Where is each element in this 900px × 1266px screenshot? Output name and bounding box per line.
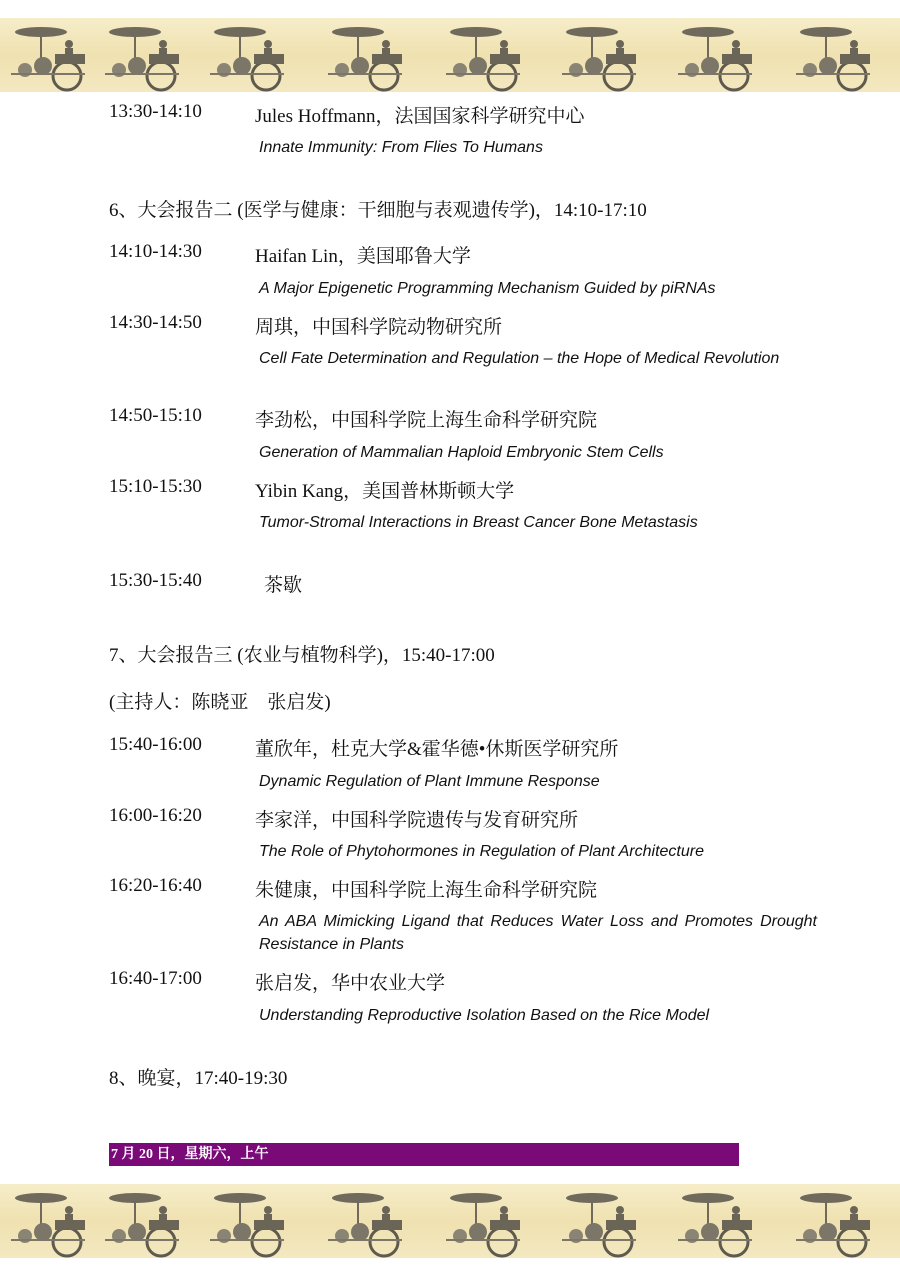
break-time: 15:30-15:40: [109, 570, 202, 591]
talk-time: 14:30-14:50: [109, 312, 202, 333]
session-hosts: (主持人：陈晓亚 张启发): [109, 692, 331, 713]
day-header-band: 7 月 20 日，星期六，上午: [109, 1143, 739, 1166]
talk-time: 15:40-16:00: [109, 734, 202, 755]
talk-speaker: Haifan Lin，美国耶鲁大学: [255, 246, 471, 267]
section-heading: 8、晚宴，17:40-19:30: [109, 1068, 288, 1089]
talk-title: Understanding Reproductive Isolation Based on the Rice Model: [259, 1007, 710, 1024]
talk-speaker: 李劲松，中国科学院上海生命科学研究院: [255, 410, 598, 431]
break-label: 茶歇: [264, 575, 303, 596]
section-heading: 7、大会报告三 (农业与植物科学)，15:40-17:00: [109, 645, 495, 666]
talk-time: 15:10-15:30: [109, 476, 202, 497]
talk-speaker: Yibin Kang，美国普林斯顿大学: [255, 481, 515, 502]
talk-title: The Role of Phytohormones in Regulation of Plant Architecture: [259, 843, 704, 860]
talk-speaker: 李家洋，中国科学院遗传与发育研究所: [255, 810, 579, 831]
chariot-frieze-icon: [0, 18, 900, 92]
talk-speaker: 董欣年，杜克大学&霍华德•休斯医学研究所: [255, 739, 619, 760]
talk-speaker: Jules Hoffmann，法国国家科学研究中心: [255, 106, 585, 127]
talk-title: Dynamic Regulation of Plant Immune Response: [259, 773, 600, 790]
talk-speaker: 朱健康，中国科学院上海生命科学研究院: [255, 880, 598, 901]
talk-time: 16:40-17:00: [109, 968, 202, 989]
section-heading: 6、大会报告二 (医学与健康：干细胞与表观遗传学)，14:10-17:10: [109, 200, 647, 221]
talk-time: 16:20-16:40: [109, 875, 202, 896]
footer-decorative-band: [0, 1184, 900, 1258]
talk-title: Innate Immunity: From Flies To Humans: [259, 139, 543, 156]
talk-title: Tumor-Stromal Interactions in Breast Cancer Bone Metastasis: [259, 514, 698, 531]
talk-speaker: 张启发，华中农业大学: [255, 973, 446, 994]
header-decorative-band: [0, 18, 900, 92]
talk-speaker: 周琪，中国科学院动物研究所: [255, 317, 503, 338]
chariot-frieze-icon: [0, 1184, 900, 1258]
talk-title: A Major Epigenetic Programming Mechanism Guided by piRNAs: [259, 280, 716, 297]
talk-time: 14:10-14:30: [109, 241, 202, 262]
talk-title: Generation of Mammalian Haploid Embryonic Stem Cells: [259, 444, 664, 461]
talk-time: 16:00-16:20: [109, 805, 202, 826]
talk-title: Cell Fate Determination and Regulation – the Hope of Medical Revolution: [259, 350, 780, 367]
talk-time: 14:50-15:10: [109, 405, 202, 426]
talk-time: 13:30-14:10: [109, 101, 202, 122]
talk-title: An ABA Mimicking Ligand that Reduces Water Loss and Promotes Drought Resistance in Plants: [259, 913, 817, 953]
